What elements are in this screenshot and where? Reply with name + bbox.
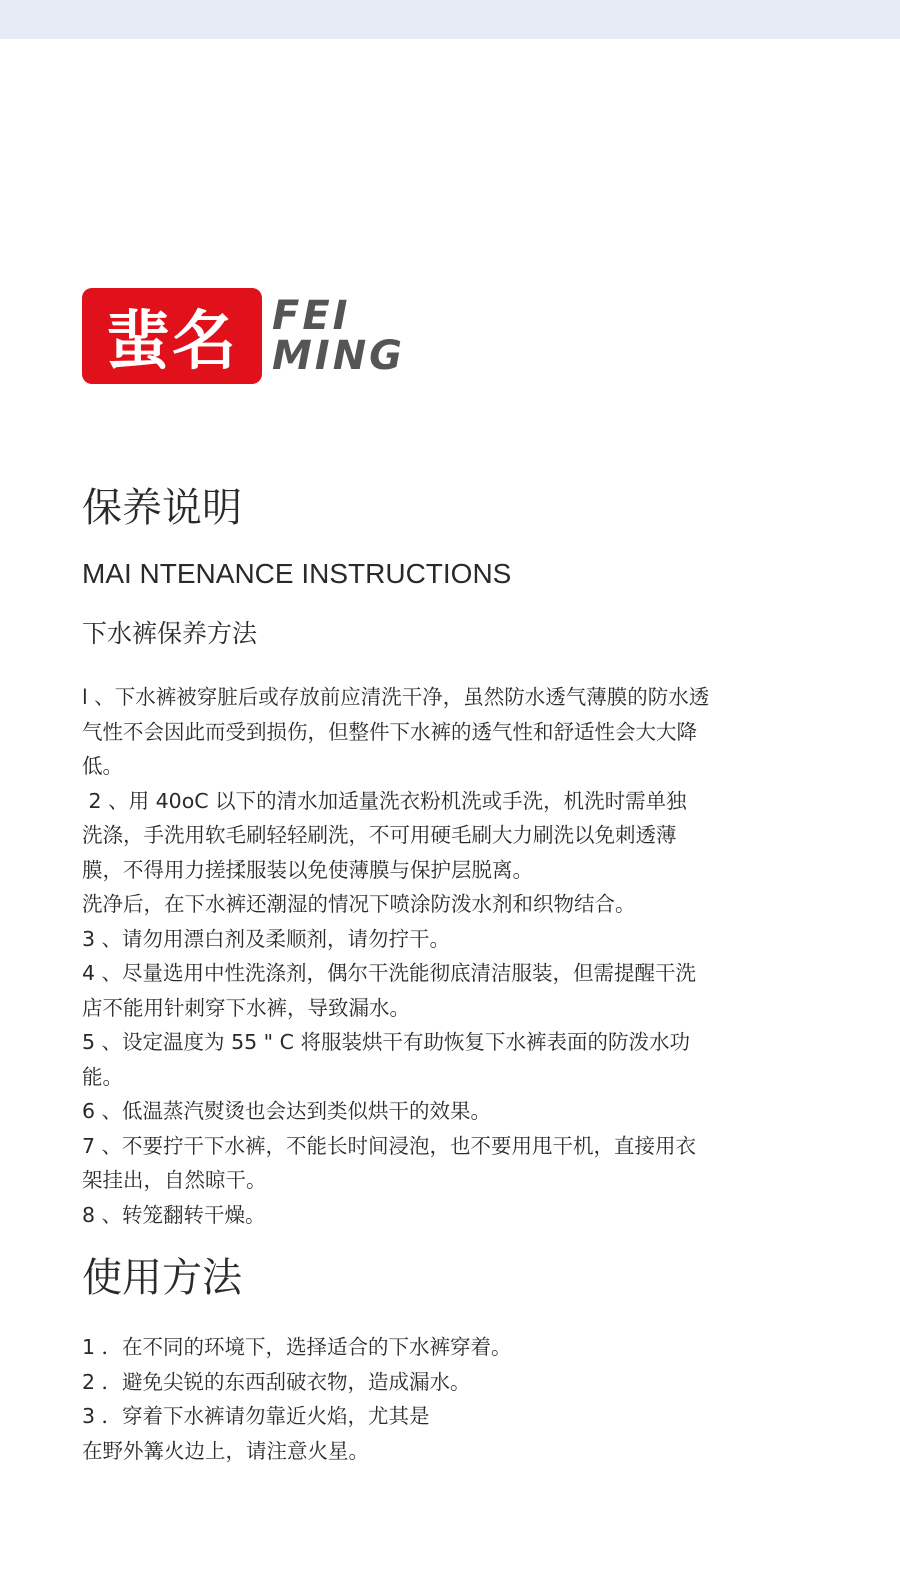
maintenance-instructions [82, 680, 782, 1232]
maintenance-title-en: MAI NTENANCE INSTRUCTIONS [82, 558, 512, 589]
instruction-line: 低。 [82, 754, 123, 778]
maintenance-title: 保养说明 [82, 485, 242, 531]
instruction-line: 2 、用 40oC 以下的清水加适量洗衣粉机洗或手洗，机洗时需单独 [82, 788, 687, 813]
instruction-line: l 、下水裤被穿脏后或存放前应清洗干净，虽然防水透气薄膜的防水透 [82, 685, 710, 709]
logo-chinese-text: 蜚名 [106, 305, 238, 379]
usage-line: 3 ．穿着下水裤请勿靠近火焰，尤其是 [82, 1404, 430, 1428]
logo-en-line1: FEI [272, 293, 351, 339]
usage-instructions [82, 1330, 782, 1468]
usage-line: 1 ．在不同的环境下，选择适合的下水裤穿着。 [82, 1335, 512, 1359]
maintenance-subtitle: 下水裤保养方法 [82, 619, 258, 648]
instruction-line: 能。 [82, 1064, 123, 1089]
instruction-line: 4 、尽量选用中性洗涤剂，偶尔干洗能彻底清洁服装，但需提醒干洗 [82, 961, 697, 985]
usage-line: 在野外篝火边上，请注意火星。 [82, 1438, 369, 1463]
logo-english-text [272, 293, 405, 379]
instruction-line: 7 、不要拧干下水裤，不能长时间浸泡，也不要用甩干机，直接用衣 [82, 1133, 697, 1158]
instruction-line: 店不能用针刺穿下水裤，导致漏水。 [82, 995, 410, 1020]
usage-line: 2 ．避免尖锐的东西刮破衣物，造成漏水。 [82, 1369, 471, 1394]
usage-title: 使用方法 [82, 1255, 242, 1301]
instruction-line: 洗净后，在下水裤还潮湿的情况下喷涂防泼水剂和织物结合。 [82, 892, 636, 916]
logo-badge [82, 288, 262, 384]
instruction-line: 架挂出，自然晾干。 [82, 1168, 267, 1192]
brand-logo [82, 288, 405, 384]
instruction-line: 膜，不得用力搓揉服装以免使薄膜与保护层脱离。 [82, 857, 533, 882]
instruction-line: 5 、设定温度为 55 " C 将服装烘干有助恢复下水裤表面的防泼水功 [82, 1030, 690, 1054]
instruction-line: 3 、请勿用漂白剂及柔顺剂，请勿拧干。 [82, 926, 451, 951]
instruction-line: 洗涤，手洗用软毛刷轻轻刷洗，不可用硬毛刷大力刷洗以免刺透薄 [82, 823, 677, 847]
instruction-line: 6 、低温蒸汽熨烫也会达到类似烘干的效果。 [82, 1099, 492, 1123]
logo-en-line2: MING [272, 333, 405, 379]
content [82, 480, 782, 1468]
instruction-line: 8 、转笼翻转干燥。 [82, 1202, 266, 1227]
top-band [0, 0, 900, 39]
instruction-line: 气性不会因此而受到损伤，但整件下水裤的透气性和舒适性会大大降 [82, 719, 697, 744]
